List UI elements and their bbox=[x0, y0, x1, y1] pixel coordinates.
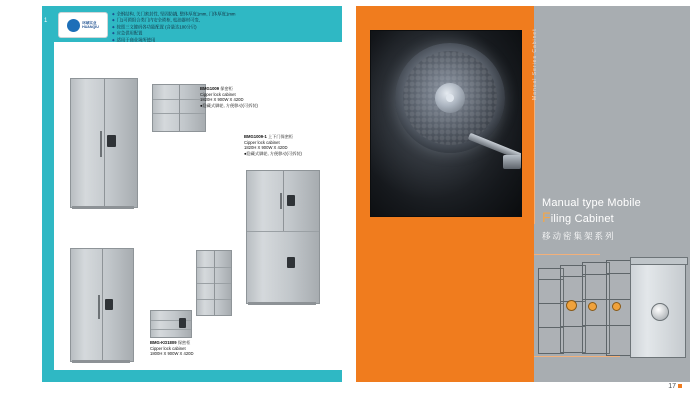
keypad-icon bbox=[179, 318, 186, 328]
handwheel-knob-icon bbox=[566, 300, 577, 311]
brand-logo bbox=[58, 12, 108, 38]
feature-item: ◆ 按照三文键码各功能配置 (音量达100分贝) bbox=[112, 24, 338, 30]
shelving-unit-end-panel bbox=[630, 262, 686, 358]
teal-left-bar bbox=[42, 6, 54, 382]
title-line-2 bbox=[542, 210, 684, 226]
vertical-series-label: Manual Series Cabinet bbox=[532, 28, 538, 100]
title-line-1: Manual type Mobile bbox=[542, 197, 641, 209]
caption-name-en: Cipper lock cabinet bbox=[150, 345, 186, 351]
product-image-cabinet-3 bbox=[246, 170, 320, 304]
leader-line bbox=[534, 356, 620, 357]
caption-note: ●隐藏式脚轮, 方便移动(可拆装) bbox=[244, 150, 302, 156]
feature-item: ◆ 适用于商业场所使用 bbox=[112, 37, 338, 43]
right-page-number: 17 bbox=[668, 383, 682, 390]
handwheel-knob-icon bbox=[588, 302, 597, 311]
photo-highlight bbox=[371, 31, 521, 216]
caption-name-cn: 上下门保密柜 bbox=[267, 134, 294, 139]
end-panel-top-cap bbox=[630, 257, 688, 265]
product-photo-fan-mechanism bbox=[370, 30, 522, 217]
technical-drawing-mobile-shelving bbox=[538, 248, 688, 360]
orange-panel bbox=[356, 6, 534, 382]
feature-item: ◆ 门1可锁组合类门内安全锁柜, 松油器材可变, bbox=[112, 17, 338, 23]
title-chinese: 移动密集架系列 bbox=[542, 231, 616, 241]
caption-cabinet-2 bbox=[244, 134, 330, 156]
cabinet-4-base bbox=[72, 360, 130, 363]
product-image-cabinet-2 bbox=[152, 84, 206, 132]
leader-line bbox=[534, 254, 600, 255]
feature-item: ◆ 应急供用配置 bbox=[112, 30, 338, 36]
feature-list bbox=[112, 11, 338, 43]
caption-cabinet-3 bbox=[150, 340, 236, 357]
keypad-icon bbox=[105, 299, 113, 310]
handwheel-knob-icon bbox=[612, 302, 621, 311]
caption-cabinet-1 bbox=[200, 86, 280, 108]
caption-code: BMG-KD1809 bbox=[150, 340, 177, 345]
keypad-icon bbox=[107, 135, 116, 147]
teal-bottom-bar bbox=[42, 370, 342, 382]
caption-dimensions: 1800H X 900W X 420D bbox=[150, 351, 194, 357]
cabinet-1-base bbox=[72, 206, 134, 209]
caption-code: BMG1009-1 bbox=[244, 134, 267, 139]
keypad-icon bbox=[287, 257, 295, 268]
caption-name-en: Cipper lock cabinet bbox=[244, 139, 280, 145]
caption-name-en: Cipper lock cabinet bbox=[200, 91, 236, 97]
feature-item: ◆ 全钢结构, 关门密封性, 坚固防撬, 整体厚度1mm, 门体厚度1mm bbox=[112, 11, 338, 17]
cabinet-3-base bbox=[248, 302, 316, 305]
globe-icon bbox=[67, 19, 80, 32]
caption-note: ●隐藏式脚轮, 方便移动(可拆装) bbox=[200, 102, 258, 108]
caption-code: BMG1009 bbox=[200, 86, 220, 91]
left-page-number: 1 bbox=[44, 18, 48, 24]
right-page bbox=[356, 0, 690, 400]
vertical-rule bbox=[534, 96, 535, 224]
product-image-cabinet-1 bbox=[70, 78, 138, 208]
product-image-cabinet-4 bbox=[70, 248, 134, 362]
caption-dimensions: 1820H X 900W X 420D bbox=[200, 97, 244, 103]
page-number-marker bbox=[678, 384, 682, 388]
keypad-icon bbox=[287, 195, 295, 206]
caption-name-cn: 保密柜 bbox=[177, 340, 191, 345]
title-line-2-rest: iling Cabinet bbox=[550, 213, 614, 225]
product-image-cabinet-5 bbox=[196, 250, 232, 316]
caption-name-cn: 保密柜 bbox=[220, 86, 233, 91]
caption-dimensions: 1820H X 900W X 420D bbox=[244, 145, 288, 151]
end-panel-handwheel-icon bbox=[651, 303, 669, 321]
logo-brand-cn: 环球实业 bbox=[82, 20, 97, 25]
logo-brand-en: HUANQIU bbox=[82, 25, 99, 29]
title-drop-cap: F bbox=[542, 209, 551, 225]
product-image-cabinet-6 bbox=[150, 310, 192, 338]
section-title bbox=[542, 196, 684, 242]
